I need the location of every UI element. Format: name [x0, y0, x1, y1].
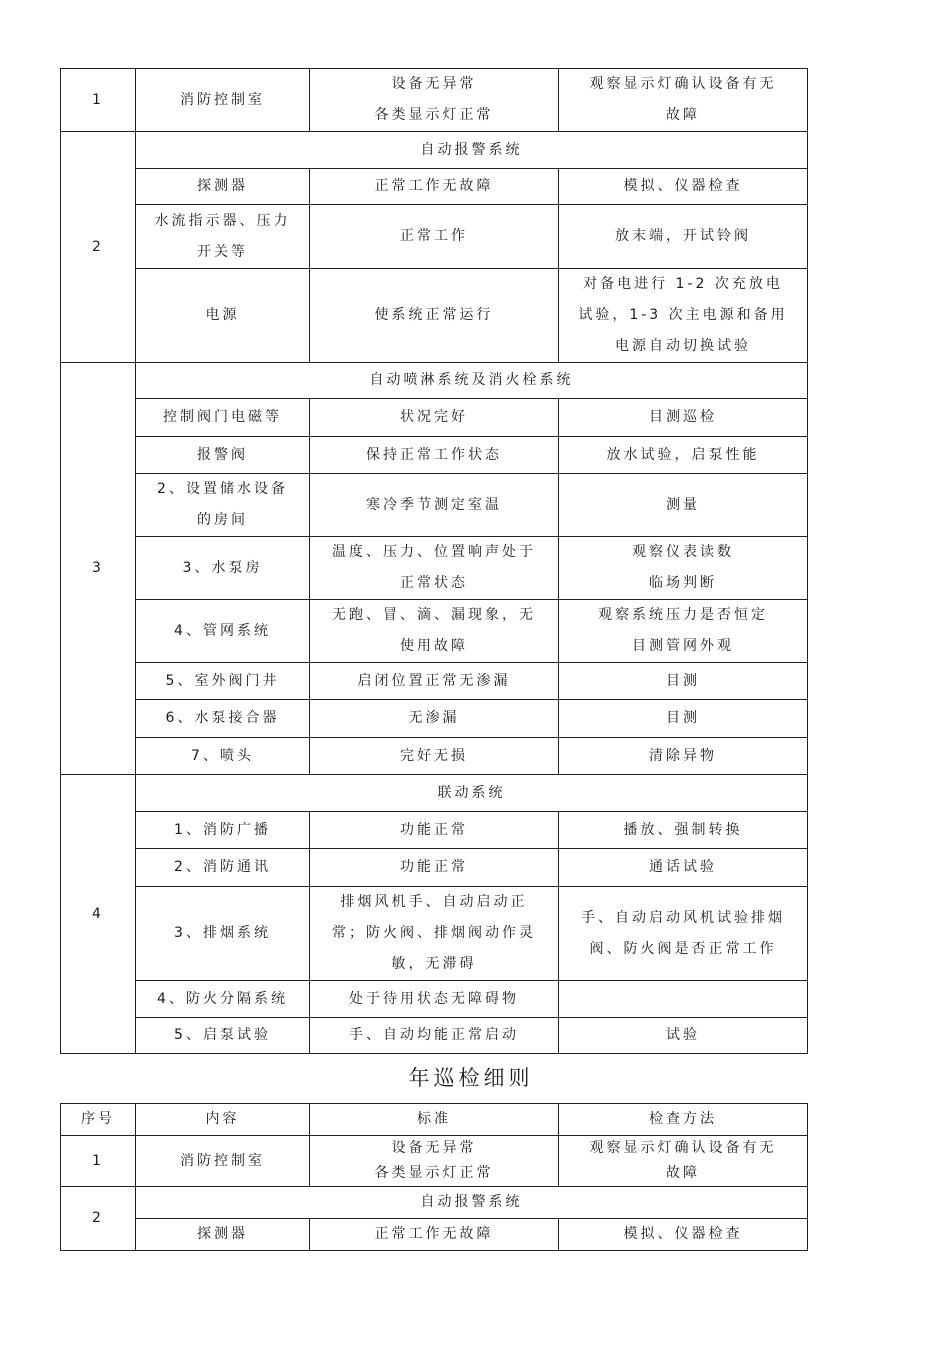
- standard-line: 排烟风机手、自动启动正: [340, 894, 528, 910]
- section-header: 自动喷淋系统及消火栓系统: [136, 363, 808, 399]
- method-line: 手、自动启动风机试验排烟: [581, 909, 785, 926]
- method-cell: 测量: [559, 474, 808, 537]
- item-cell: 3、排烟系统: [136, 887, 310, 981]
- standard-cell: 启闭位置正常无渗漏: [310, 663, 559, 700]
- page-title: 年巡检细则: [408, 1066, 534, 1090]
- standard-line: 温度、压力、位置响声处于: [332, 544, 536, 560]
- method-cell: [559, 887, 808, 981]
- item-cell: 3、水泵房: [136, 537, 310, 600]
- method-cell: [559, 600, 808, 663]
- table-row: [61, 812, 808, 849]
- item-cell: 2、消防通讯: [136, 849, 310, 887]
- item-cell: [136, 474, 310, 537]
- column-header: 标准: [310, 1104, 559, 1136]
- table-row: [61, 600, 808, 663]
- method-line: 故障: [666, 107, 700, 123]
- item-line: 水流指示器、压力: [154, 212, 291, 229]
- method-line: 观察系统压力是否恒定: [598, 607, 768, 623]
- item-cell: 消防控制室: [136, 69, 310, 132]
- standard-line: 各类显示灯正常: [374, 107, 494, 123]
- standard-line: 设备无异常: [391, 1140, 477, 1156]
- table-row: [61, 981, 808, 1018]
- method-cell: [559, 981, 808, 1018]
- standard-cell: [310, 600, 559, 663]
- row-number: 2: [61, 132, 136, 363]
- table-row: [61, 663, 808, 700]
- item-cell: [136, 205, 310, 269]
- table-row: [61, 1018, 808, 1054]
- standard-line: 正常状态: [400, 575, 468, 591]
- standard-line: 常；防火阀、排烟阀动作灵: [332, 925, 536, 941]
- table-row: [61, 437, 808, 474]
- standard-cell: [310, 537, 559, 600]
- table-row: [61, 205, 808, 269]
- item-cell: 报警阀: [136, 437, 310, 474]
- standard-cell: [310, 1136, 559, 1187]
- item-cell: 6、水泵接合器: [136, 700, 310, 738]
- item-cell: 消防控制室: [136, 1136, 310, 1187]
- standard-cell: 手、自动均能正常启动: [310, 1018, 559, 1054]
- standard-cell: 功能正常: [310, 812, 559, 849]
- method-line: 观察显示灯确认设备有无: [589, 1140, 777, 1156]
- standard-cell: 完好无损: [310, 738, 559, 775]
- method-line: 观察仪表读数: [632, 544, 734, 560]
- item-cell: 7、喷头: [136, 738, 310, 775]
- standard-cell: 正常工作: [310, 205, 559, 269]
- row-number: 1: [61, 1136, 136, 1187]
- method-cell: 放末端，开试铃阀: [559, 205, 808, 269]
- method-line: 临场判断: [649, 575, 717, 591]
- method-line: 对备电进行 1-2 次充放电: [583, 276, 783, 292]
- method-line: 阀、防火阀是否正常工作: [589, 940, 777, 957]
- row-number: 1: [61, 69, 136, 132]
- method-cell: [559, 537, 808, 600]
- method-line: 观察显示灯确认设备有无: [589, 76, 777, 92]
- item-cell: 电源: [136, 269, 310, 363]
- item-cell: 探测器: [136, 169, 310, 205]
- method-line: 目测管网外观: [632, 638, 734, 654]
- method-cell: 模拟、仪器检查: [559, 169, 808, 205]
- section-header: 自动报警系统: [136, 1187, 808, 1219]
- item-line: 2、设置储水设备: [157, 481, 288, 497]
- standard-line: 敏，无滞碍: [391, 956, 477, 972]
- column-header: 序号: [61, 1104, 136, 1136]
- section-header-row: [61, 132, 808, 169]
- method-cell: [559, 269, 808, 363]
- item-cell: 4、管网系统: [136, 600, 310, 663]
- item-cell: 4、防火分隔系统: [136, 981, 310, 1018]
- section-header-row: [61, 1187, 808, 1219]
- standard-cell: [310, 69, 559, 132]
- table-row: [61, 169, 808, 205]
- table-row: [61, 399, 808, 437]
- method-cell: 模拟、仪器检查: [559, 1219, 808, 1251]
- monthly-inspection-table: [60, 68, 808, 1054]
- item-cell: 5、室外阀门井: [136, 663, 310, 700]
- column-header: 检查方法: [559, 1104, 808, 1136]
- table-row: [61, 700, 808, 738]
- item-cell: 探测器: [136, 1219, 310, 1251]
- standard-cell: 无渗漏: [310, 700, 559, 738]
- standard-cell: 功能正常: [310, 849, 559, 887]
- item-line: 开关等: [197, 243, 248, 260]
- header-row: [61, 1104, 808, 1136]
- standard-cell: 正常工作无故障: [310, 169, 559, 205]
- standard-cell: 保持正常工作状态: [310, 437, 559, 474]
- item-line: 的房间: [197, 512, 248, 528]
- method-line: 故障: [666, 1165, 700, 1181]
- section-header: 联动系统: [136, 775, 808, 812]
- item-cell: 1、消防广播: [136, 812, 310, 849]
- table-row: [61, 474, 808, 537]
- method-cell: 目测: [559, 663, 808, 700]
- standard-line: 无跑、冒、滴、漏现象，无: [332, 607, 536, 623]
- row-number: 2: [61, 1187, 136, 1251]
- standard-cell: 正常工作无故障: [310, 1219, 559, 1251]
- method-cell: 清除异物: [559, 738, 808, 775]
- section-header-row: [61, 775, 808, 812]
- item-cell: 5、启泵试验: [136, 1018, 310, 1054]
- section-header-row: [61, 363, 808, 399]
- standard-line: 使用故障: [400, 638, 468, 654]
- annual-inspection-table: [60, 1103, 808, 1251]
- standard-line: 各类显示灯正常: [374, 1165, 494, 1181]
- section-header: 自动报警系统: [136, 132, 808, 169]
- standard-cell: 使系统正常运行: [310, 269, 559, 363]
- row-number: 4: [61, 775, 136, 1054]
- standard-cell: [310, 887, 559, 981]
- row-number: 3: [61, 363, 136, 775]
- item-cell: 控制阀门电磁等: [136, 399, 310, 437]
- method-cell: 放水试验，启泵性能: [559, 437, 808, 474]
- method-line: 电源自动切换试验: [615, 338, 751, 354]
- method-cell: [559, 69, 808, 132]
- table-row: [61, 738, 808, 775]
- table-row: [61, 1136, 808, 1187]
- method-cell: 目测: [559, 700, 808, 738]
- column-header: 内容: [136, 1104, 310, 1136]
- table-row: [61, 1219, 808, 1251]
- method-cell: 目测巡检: [559, 399, 808, 437]
- standard-cell: 处于待用状态无障碍物: [310, 981, 559, 1018]
- standard-line: 设备无异常: [391, 76, 477, 92]
- standard-cell: 状况完好: [310, 399, 559, 437]
- standard-cell: 寒冷季节测定室温: [310, 474, 559, 537]
- table-row: [61, 537, 808, 600]
- method-cell: 试验: [559, 1018, 808, 1054]
- method-line: 试验，1-3 次主电源和备用: [578, 307, 788, 323]
- method-cell: [559, 1136, 808, 1187]
- table-row: [61, 849, 808, 887]
- table-row: [61, 69, 808, 132]
- method-cell: 通话试验: [559, 849, 808, 887]
- table-row: [61, 887, 808, 981]
- table-row: [61, 269, 808, 363]
- method-cell: 播放、强制转换: [559, 812, 808, 849]
